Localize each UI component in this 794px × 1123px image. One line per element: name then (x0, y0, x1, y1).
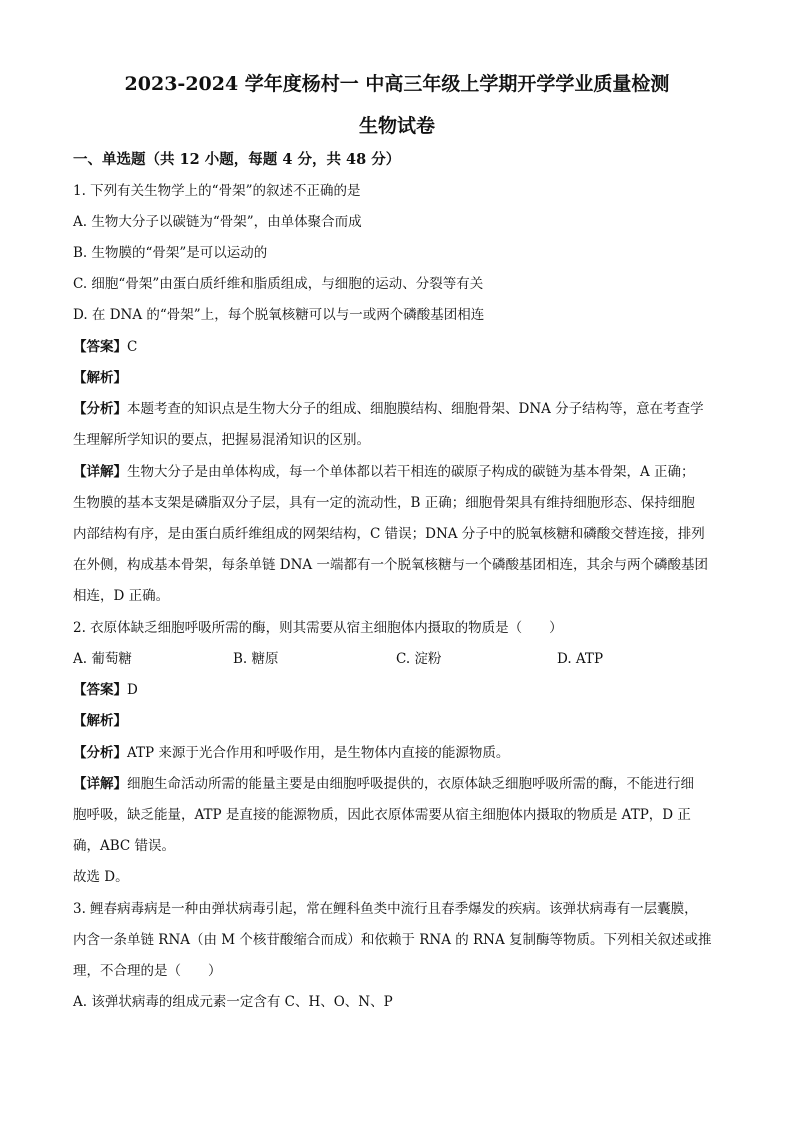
q1-jiexi-tag: 【解析】 (73, 370, 127, 386)
q1-detail-2: 生物膜的基本支架是磷脂双分子层，具有一定的流动性，B 正确；细胞骨架具有维持细胞形态、保持细胞 (73, 495, 695, 511)
answer-tag: 【答案】 (73, 339, 127, 355)
q1-detail-3: 内部结构有序，是由蛋白质纤维组成的网架结构，C 错误；DNA 分子中的脱氧核糖和磷酸交替连接，排列 (73, 526, 705, 542)
detail-tag: 【详解】 (73, 464, 127, 480)
analysis-text: ATP 来源于光合作用和呼吸作用，是生物体内直接的能源物质。 (127, 745, 510, 761)
q2-detail-2: 胞呼吸，缺乏能量，ATP 是直接的能源物质，因此衣原体需要从宿主细胞体内摄取的物质是 ATP，D 正 (73, 807, 691, 823)
q1-answer (73, 337, 723, 357)
q3-option-a: A. 该弹状病毒的组成元素一定含有 C、H、O、N、P (73, 994, 393, 1010)
q1-option-c: C. 细胞“骨架”由蛋白质纤维和脂质组成，与细胞的运动、分裂等有关 (73, 276, 484, 292)
q3-stem-1: 3. 鲤春病毒病是一种由弹状病毒引起，常在鲤科鱼类中流行且春季爆发的疾病。该弹状病毒有一层囊膜， (73, 901, 698, 917)
page-subtitle: 生物试卷 (358, 115, 435, 137)
q3-stem-2: 内含一条单链 RNA（由 M 个核苷酸缩合而成）和依赖于 RNA 的 RNA 复制酶等物质。下列相关叙述或推 (73, 932, 712, 948)
detail-text: 细胞生命活动所需的能量主要是由细胞呼吸提供的，衣原体缺乏细胞呼吸所需的酶，不能进行细 (127, 776, 694, 792)
answer-tag: 【答案】 (73, 682, 127, 698)
q1-detail-4: 在外侧，构成基本骨架，每条单链 DNA 一端都有一个脱氧核糖与一个磷酸基团相连，其余与两个磷酸基团 (73, 557, 708, 573)
q1-option-b: B. 生物膜的“骨架”是可以运动的 (73, 245, 268, 261)
q2-analysis-1 (73, 743, 723, 763)
q1-detail-5: 相连，D 正确。 (73, 588, 170, 604)
q2-detail-1 (73, 774, 723, 794)
q2-conclusion: 故选 D。 (73, 869, 129, 885)
q2-detail-3: 确，ABC 错误。 (73, 838, 176, 854)
q1-stem: 1. 下列有关生物学上的“骨架”的叙述不正确的是 (73, 183, 361, 199)
q3-stem-3: 理，不合理的是（ ） (73, 963, 222, 979)
q2-option-d: D. ATP (557, 651, 604, 667)
page-title: 2023-2024 学年度杨村一 中高三年级上学期开学学业质量检测 (124, 73, 670, 95)
q2-option-a: A. 葡萄糖 (73, 651, 132, 667)
q1-analysis-1 (73, 399, 723, 419)
analysis-tag: 【分析】 (73, 745, 127, 761)
q1-option-d: D. 在 DNA 的“骨架”上，每个脱氧核糖可以与一或两个磷酸基团相连 (73, 307, 485, 323)
q2-answer (73, 680, 723, 700)
q2-option-c: C. 淀粉 (396, 651, 442, 667)
section-heading: 一、单选题（共 12 小题，每题 4 分，共 48 分） (73, 151, 401, 168)
answer-value: C (127, 339, 138, 355)
q2-jiexi-tag: 【解析】 (73, 713, 127, 729)
q2-option-b: B. 糖原 (233, 651, 279, 667)
q1-option-a: A. 生物大分子以碳链为“骨架”，由单体聚合而成 (73, 214, 362, 230)
q2-stem: 2. 衣原体缺乏细胞呼吸所需的酶，则其需要从宿主细胞体内摄取的物质是（ ） (73, 620, 563, 636)
answer-value: D (127, 682, 138, 698)
analysis-tag: 【分析】 (73, 401, 127, 417)
detail-tag: 【详解】 (73, 776, 127, 792)
q1-detail-1 (73, 462, 723, 482)
q1-analysis-2: 生理解所学知识的要点，把握易混淆知识的区别。 (73, 432, 370, 448)
detail-text: 生物大分子是由单体构成，每一个单体都以若干相连的碳原子构成的碳链为基本骨架，A 正确； (127, 464, 695, 480)
analysis-text: 本题考查的知识点是生物大分子的组成、细胞膜结构、细胞骨架、DNA 分子结构等，意在考查学 (127, 401, 704, 417)
